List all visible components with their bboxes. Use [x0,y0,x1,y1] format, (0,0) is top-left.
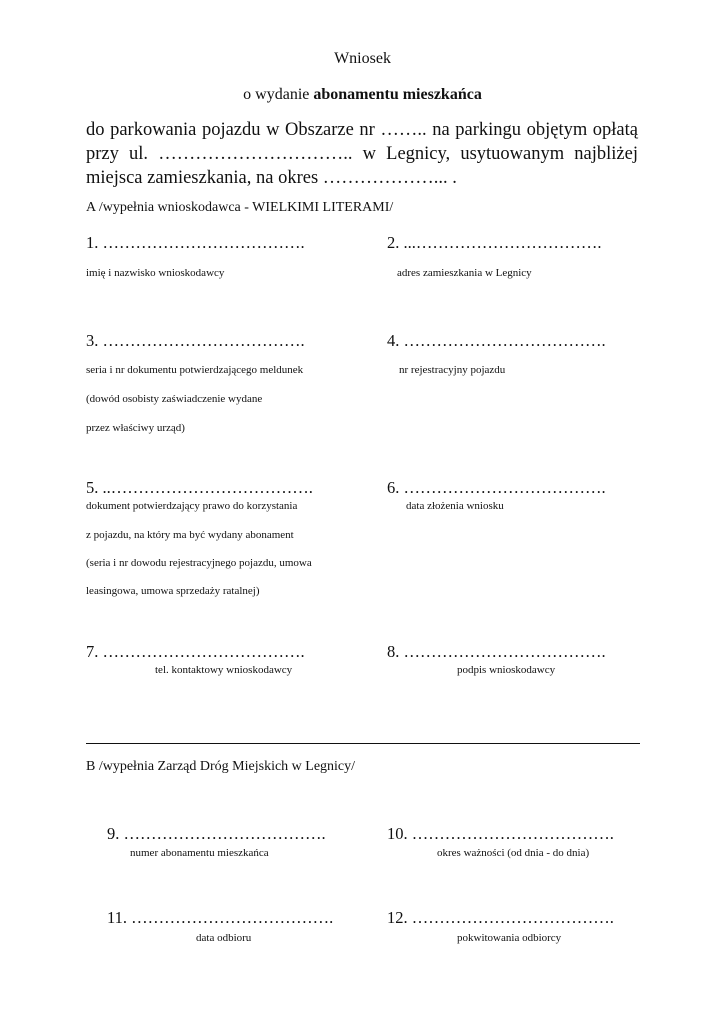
field-4-line[interactable]: 4. ………………………………. [387,331,606,350]
field-7-line[interactable]: 7. ………………………………. [86,642,305,661]
document-title: Wniosek [334,50,391,67]
field-5-caption: dokument potwierdzający prawo do korzystania [86,500,298,512]
field-12-line[interactable]: 12. ………………………………. [387,908,614,927]
field-12-caption: pokwitowania odbiorcy [457,932,562,944]
field-10-caption: okres ważności (od dnia - do dnia) [437,847,590,859]
section-b-header: B /wypełnia Zarząd Dróg Miejskich w Legnicy/ [86,759,356,774]
section-a-header: A /wypełnia wnioskodawca - WIELKIMI LITERAMI/ [86,200,394,215]
subtitle-prefix: o wydanie [243,86,314,103]
field-5-caption: leasingowa, umowa sprzedaży ratalnej) [86,585,260,597]
field-4-caption: nr rejestracyjny pojazdu [399,364,506,376]
section-divider [86,743,640,744]
document-subtitle [0,86,725,104]
field-7-caption: tel. kontaktowy wnioskodawcy [155,664,293,676]
field-3-caption: (dowód osobisty zaświadczenie wydane [86,393,263,405]
intro-paragraph: do parkowania pojazdu w Obszarze nr …….. na parkingu objętym opłatą przy ul. ………………………….. w Legnicy, usytuowanym najbliżej miejsca zamieszkania, na okres ………………... . [86,120,638,188]
field-5-caption: z pojazdu, na który ma być wydany abonament [86,529,294,541]
field-6-line[interactable]: 6. ………………………………. [387,478,606,497]
field-10-line[interactable]: 10. ………………………………. [387,824,614,843]
field-3-caption: seria i nr dokumentu potwierdzającego meldunek [86,364,304,376]
field-1-line[interactable]: 1. ………………………………. [86,233,305,252]
field-8-caption: podpis wnioskodawcy [457,664,556,676]
field-6-caption: data złożenia wniosku [406,500,504,512]
field-1-caption: imię i nazwisko wnioskodawcy [86,267,225,279]
field-11-caption: data odbioru [196,932,252,944]
field-2-caption: adres zamieszkania w Legnicy [397,267,532,279]
field-5-line[interactable]: 5. ..………………………………. [86,478,313,497]
subtitle-bold: abonamentu mieszkańca [313,86,482,103]
field-5-caption: (seria i nr dowodu rejestracyjnego pojazdu, umowa [86,557,312,569]
field-9-line[interactable]: 9. ………………………………. [107,824,326,843]
field-9-caption: numer abonamentu mieszkańca [130,847,269,859]
field-11-line[interactable]: 11. ………………………………. [107,908,334,927]
field-3-line[interactable]: 3. ………………………………. [86,331,305,350]
field-2-line[interactable]: 2. ...……………………………. [387,233,602,252]
field-3-caption: przez właściwy urząd) [86,422,185,434]
field-8-line[interactable]: 8. ………………………………. [387,642,606,661]
